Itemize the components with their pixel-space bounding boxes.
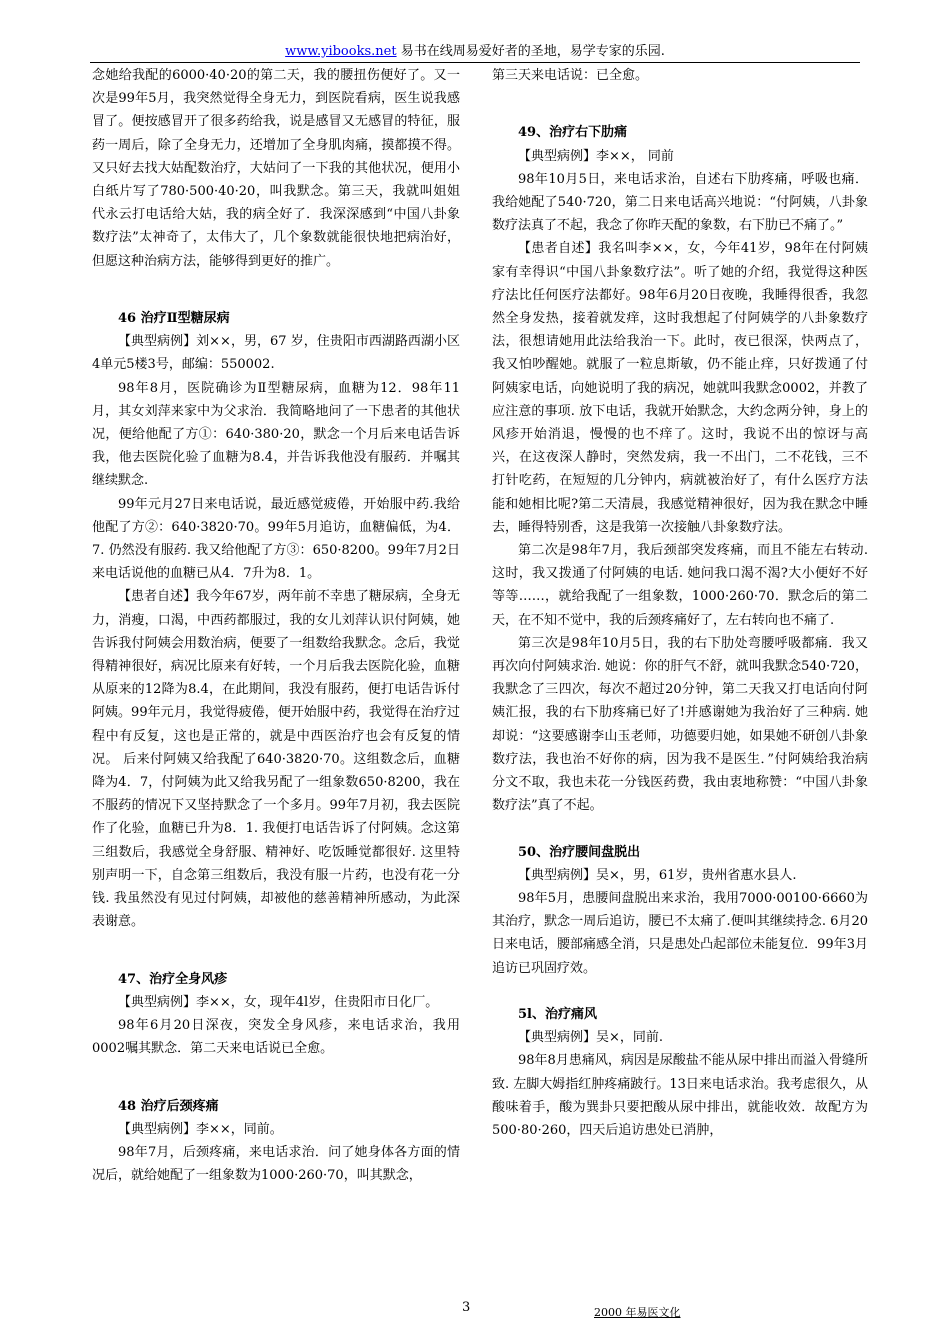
- section-heading-46: 46 治疗Ⅱ型糖尿病: [118, 311, 230, 327]
- page-number: 3: [462, 1300, 471, 1315]
- header-tagline: 易书在线周易爱好者的圣地，易学专家的乐园.: [400, 44, 665, 59]
- paragraph: 【典型病例】李××，女，现年4l岁，住贵阳市日化厂。: [118, 994, 439, 1010]
- section-heading-47: 47、治疗全身风疹: [118, 971, 228, 987]
- paragraph: 【患者自述】我名叫李××，女，今年41岁，98年在付阿姨家有幸得识“中国八卦象数疗法”。听了她的介绍，我觉得这种医疗法比任何医疗法都好。98年6月20日夜晚，我睡得很香，我忽然全身发热，接着就发痒，这时我想起了付阿姨学的八卦象数疗法，很想请她用此法给我治一下。此时，夜已很深，快两点了，我又怕吵醒她。就服了一粒息斯敏，仍不能止痒，只好拨通了付阿姨家电话，向她说明了我的病况，她就叫我默念0002，并教了应注意的事项. 放下电话，我就开始默念，大约念两分钟，身上的风疹开始消退，慢慢的也不痒了。这时，我说不出的惊讶与高兴，在这夜深人静时，突然发病，我一不出门，二不花钱，三不打针吃药，在短短的几分钟内，病就被治好了，有什么医疗方法能和她相比呢?第二天清晨，我感觉精神很好，因为我在默念中睡去，睡得特别香，这是我第一次接触八卦象数疗法。: [492, 241, 868, 535]
- spacer: [92, 1061, 460, 1084]
- paragraph: 【典型病例】吴×，同前.: [518, 1030, 664, 1046]
- paragraph: 【患者自述】我今年67岁，两年前不幸患了糖尿病，全身无力，消瘦，口渴，中西药都服过，我的女儿刘萍认识付阿姨，她告诉我付阿姨会用数治病，便要了一组数给我默念。念后，我觉得精神很好，病况比原来有好转，一个月后我去医院化验，血糖从原来的12降为8.4，在此期间，我没有服药，便打电话告诉付阿姨。99年元月，我觉得疲倦，便开始服中药，我觉得在治疗过程中有反复，这也是正常的，就是中西医治疗也会有反复的情况。 后来付阿姨又给我配了640·3820·70。这组数念后，血糖降为4．7，付阿姨为此又给我另配了一组象数650·8200，我在不服药的情况下又坚持默念了一个多月。99年7月初，我去医院作了化验，血糖已升为8．1. 我便打电话告诉了付阿姨。念这第三组数后，我感觉全身舒服、精神好、吃饭睡觉都很好. 这里特别声明一下，自念第三组数后，我没有服一片药，也没有花一分钱. 我虽然没有见过付阿姨，却被他的慈善精神所感动，为此深表谢意。: [92, 589, 460, 930]
- paragraph: 【典型病例】李××， 同前: [518, 148, 674, 164]
- paragraph: 98年8月患痛风，病因是尿酸盐不能从尿中排出而溢入骨缝所致. 左脚大姆指红肿疼痛跛行。13日来电话求治。我考虑很久，从酸味着手，酸为巽卦只要把酸从尿中排出，就能收效．故配方为500·80·260，四天后追访患处已消肿，: [492, 1053, 868, 1139]
- paragraph: 【典型病例】吴×，男，61岁，贵州省惠水县人.: [518, 867, 797, 883]
- paragraph: 第三天来电话说：已全愈。: [492, 68, 649, 83]
- section-heading-49: 49、治疗右下肋痛: [518, 125, 628, 141]
- paragraph: 99年元月27日来电话说，最近感觉疲倦，开始服中药.我给他配了方②：640·3820·70。99年5月追访，血糖偏低，为4．7. 仍然没有服药. 我又给他配了方③：650·8200。99年7月2日来电话说他的血糖已从4．7升为8．1。: [92, 496, 460, 582]
- paragraph: 98年8月，医院确诊为Ⅱ型糖尿病，血糖为12．98年11月，其女刘萍来家中为父求治．我简略地问了一下患者的其他状况，便给他配了方①：640·380·20，默念一个月后来电话告诉我，他去医院化验了血糖为8.4，并告诉我他没有服药．并嘱其继续默念.: [92, 380, 460, 489]
- paragraph: 念她给我配的6000·40·20的第二天，我的腰扭伤便好了。又一次是99年5月，我突然觉得全身无力，到医院看病，医生说我感冒了。便按感冒开了很多药给我，说是感冒又无感冒的特征，服药一周后，除了全身无力，还增加了全身肌肉痛，摸都摸不得。又只好去找大姑配数治疗，大姑问了一下我的其他状况，便用小白纸片写了780·500·40·20，叫我默念。第三天，我就叫姐姐代永云打电话给大姑，我的病全好了．我深深感到“中国八卦象数疗法”太神奇了，太伟大了，几个象数就能很快地把病治好，但愿这种治病方法，能够得到更好的推广。: [92, 68, 460, 269]
- website-link[interactable]: www.yibooks.net: [285, 44, 397, 59]
- spacer: [92, 273, 460, 296]
- paragraph: 第三次是98年10月5日，我的右下肋处弯腰呼吸都痛．我又再次向付阿姨求治. 她说：你的肝气不舒，就叫我默念540·720，我默念了三四次，每次不超过20分钟，第二天我又打电话向付阿姨汇报，我的右下肋疼痛已好了!并感谢她为我治好了三种病. 她却说：“这要感谢李山玉老师，功德要归她，如果她不研创八卦象数疗法，我也治不好你的病，因为我不是医生．”付阿姨给我治病分文不取，我也未花一分钱医药费，我由衷地称赞：“中国八卦象数疗法”真了不起。: [492, 635, 868, 814]
- left-column: [92, 64, 460, 1188]
- spacer: [492, 87, 868, 110]
- footer-credit: 2000 年易医文化: [594, 1306, 681, 1319]
- section-heading-48: 48 治疗后颈疼痛: [118, 1098, 219, 1114]
- paragraph: 【典型病例】李××，同前。: [118, 1121, 283, 1137]
- spacer: [492, 980, 868, 1003]
- paragraph: 第二次是98年7月，我后颈部突发疼痛，而且不能左右转动. 这时，我又拨通了付阿姨的电话. 她问我口渴不渴?大小便好不好等等……，就给我配了一组象数，1000·260·70．默念后的第二天，在不知不觉中，我的后颈疼痛好了，左右转向也不痛了.: [492, 543, 868, 628]
- paragraph: 98年6月20日深夜，突发全身风疹，来电话求治，我用0002嘱其默念．第二天来电话说已全愈。: [92, 1018, 460, 1057]
- paragraph: 98年5月，患腰间盘脱出来求治，我用7000·00100·6660为其治疗，默念一周后追访，腰已不太痛了.便叫其继续持念. 6月20日来电话，腰部痛感全消，只是患处凸起部位未能复位．99年3月追访已巩固疗效。: [492, 891, 868, 976]
- paragraph: 【典型病例】刘××，男，67 岁，住贵阳市西湖路西湖小区4单元5楼3号，邮编：550002.: [92, 334, 460, 373]
- spacer: [92, 296, 460, 307]
- header-rule: [90, 62, 860, 63]
- spacer: [92, 957, 460, 968]
- spacer: [492, 817, 868, 840]
- spacer: [92, 934, 460, 957]
- paragraph: 98年7月，后颈疼痛，来电话求治．问了她身体各方面的情况后，就给她配了一组象数为1000·260·70，叫其默念，: [92, 1145, 460, 1184]
- section-heading-50: 50、治疗腰间盘脱出: [518, 844, 641, 860]
- spacer: [492, 110, 868, 121]
- page-header: [90, 44, 860, 60]
- paragraph: 98年10月5日，来电话求治，自述右下肋疼痛，呼吸也痛．我给她配了540·720，第二日来电话高兴地说：“付阿姨，八卦象数疗法真了不起，我念了你昨天配的象数，右下肋已不痛了。”: [492, 171, 868, 234]
- right-column: [492, 64, 868, 1142]
- section-heading-51: 5l、治疗痛风: [518, 1007, 597, 1023]
- spacer: [92, 1084, 460, 1095]
